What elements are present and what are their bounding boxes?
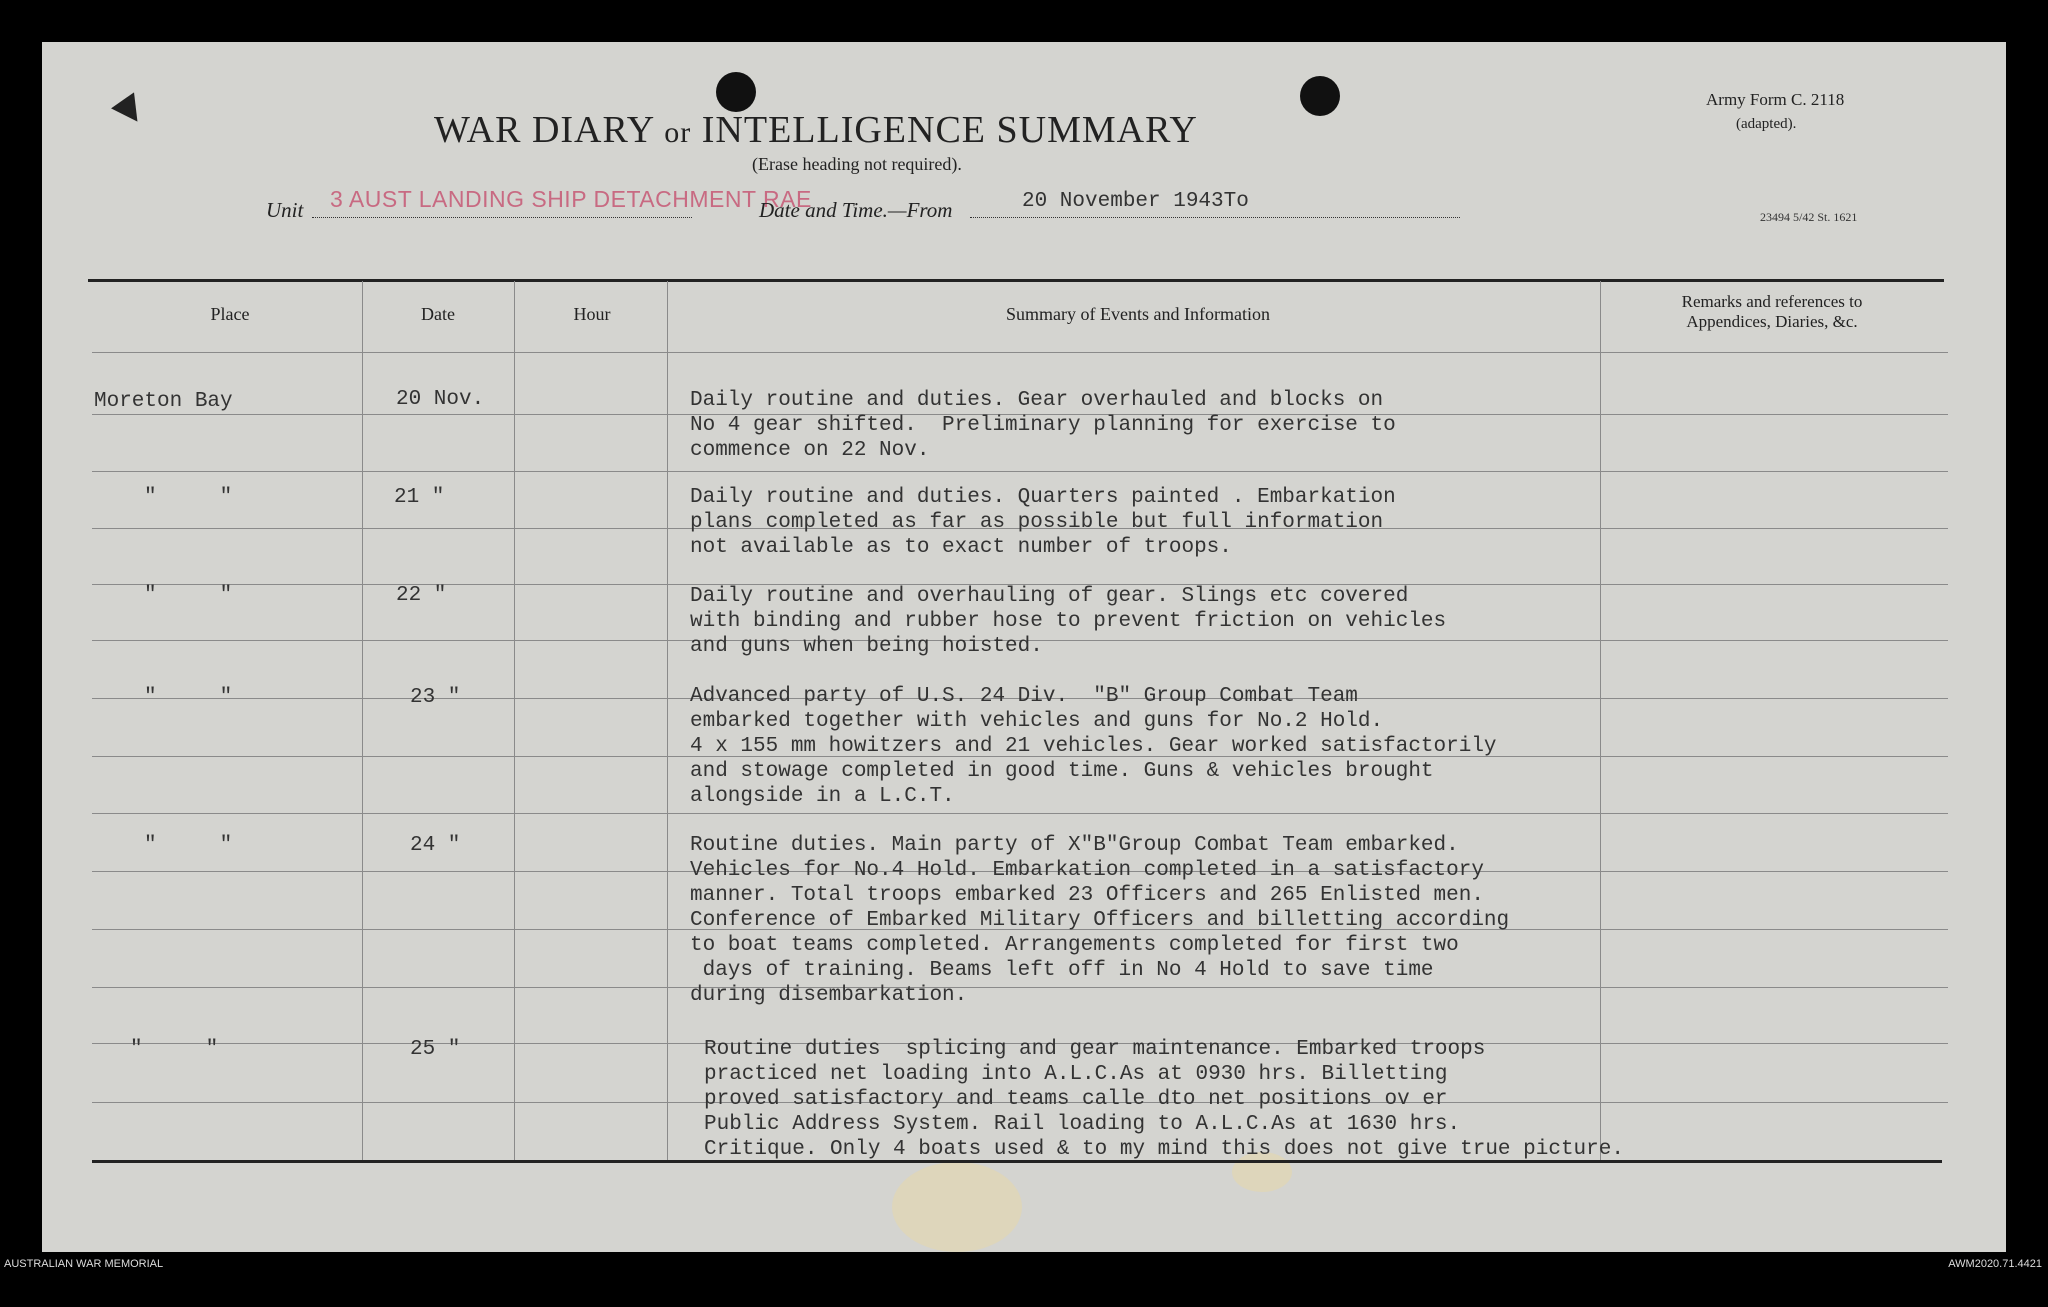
water-stain	[892, 1162, 1022, 1252]
punch-hole-left	[716, 72, 756, 112]
entry-summary	[690, 833, 1509, 1008]
entry-summary-line: Daily routine and overhauling of gear. Slings etc covered	[690, 585, 1409, 608]
header-rule	[92, 352, 1948, 353]
entry-summary-line: with binding and rubber hose to prevent friction on vehicles	[690, 610, 1447, 633]
erase-note: (Erase heading not required).	[752, 154, 962, 174]
entry-place: " "	[144, 584, 233, 607]
column-divider	[1600, 281, 1601, 1160]
form-number: Army Form C. 2118	[1706, 90, 1845, 109]
entry-place: Moreton Bay	[94, 390, 233, 413]
entry-summary-line: Advanced party of U.S. 24 Div. "B" Group Combat Team	[690, 685, 1358, 708]
column-divider	[667, 281, 668, 1160]
entry-summary-line: to boat teams completed. Arrangements completed for first two	[690, 934, 1459, 957]
entry-summary-line: and stowage completed in good time. Guns & vehicles brought	[690, 760, 1434, 783]
entry-summary-line: during disembarkation.	[690, 984, 968, 1007]
entry-summary-line: embarked together with vehicles and guns for No.2 Hold.	[690, 710, 1384, 733]
column-header-remarks: Remarks and references to Appendices, Diaries, &c.	[1681, 292, 1863, 331]
page-title: WAR DIARY or INTELLIGENCE SUMMARY	[434, 109, 1198, 151]
entry-summary-line: and guns when being hoisted.	[690, 635, 1043, 658]
entry-summary-line: 4 x 155 mm howitzers and 21 vehicles. Gear worked satisfactorily	[690, 735, 1497, 758]
entry-summary-line: manner. Total troops embarked 23 Officers and 265 Enlisted men.	[690, 884, 1484, 907]
date-time-label: Date and Time.—From	[759, 198, 953, 222]
entry-summary-line: Routine duties. Main party of X"B"Group Combat Team embarked.	[690, 834, 1459, 857]
archive-reference: AWM2020.71.4421	[1948, 1258, 2042, 1270]
entry-summary	[690, 684, 1497, 809]
entry-date: 22 "	[396, 584, 447, 607]
entry-summary-line: Vehicles for No.4 Hold. Embarkation completed in a satisfactory	[690, 859, 1484, 882]
entry-place: " "	[144, 834, 233, 857]
entry-place: " "	[144, 686, 233, 709]
entry-summary-line: days of training. Beams left off in No 4 Hold to save time	[690, 959, 1434, 982]
entry-summary	[690, 584, 1446, 659]
column-header-place: Place	[210, 304, 250, 324]
punch-hole-right	[1300, 76, 1340, 116]
row-rule	[92, 813, 1948, 814]
column-divider	[514, 281, 515, 1160]
entry-date: 20 Nov.	[396, 388, 485, 411]
corner-tear	[111, 92, 149, 129]
table-top-rule	[88, 279, 1944, 282]
form-adapted-note: (adapted).	[1736, 116, 1797, 132]
entry-summary-line: not available as to exact number of troops.	[690, 536, 1232, 559]
entry-summary	[704, 1037, 1624, 1162]
entry-date: 25 "	[410, 1038, 461, 1061]
entry-summary-line: No 4 gear shifted. Preliminary planning for exercise to	[690, 414, 1396, 437]
unit-label: Unit	[266, 198, 304, 222]
entry-summary-line: practiced net loading into A.L.C.As at 0930 hrs. Billetting	[704, 1063, 1448, 1086]
column-header-date: Date	[421, 304, 455, 324]
entry-summary	[690, 388, 1396, 463]
entry-place: " "	[144, 486, 233, 509]
unit-dotted-line	[312, 217, 692, 218]
entry-place: " "	[130, 1038, 219, 1061]
date-time-value: 20 November 1943To	[1022, 190, 1249, 213]
row-rule	[92, 471, 1948, 472]
entry-summary-line: Public Address System. Rail loading to A.L.C.As at 1630 hrs.	[704, 1113, 1461, 1136]
column-header-summary: Summary of Events and Information	[1006, 304, 1270, 324]
entry-summary-line: proved satisfactory and teams calle dto net positions ov er	[704, 1088, 1448, 1111]
entry-summary-line: Daily routine and duties. Gear overhauled and blocks on	[690, 389, 1384, 412]
archive-credit: AUSTRALIAN WAR MEMORIAL	[4, 1258, 164, 1270]
entry-summary-line: alongside in a L.C.T.	[690, 785, 955, 808]
date-time-dotted-line	[970, 217, 1460, 218]
unit-stamp: 3 AUST LANDING SHIP DETACHMENT RAE	[330, 186, 812, 212]
entry-date: 24 "	[410, 834, 461, 857]
entry-date: 21 "	[394, 486, 445, 509]
entry-summary-line: commence on 22 Nov.	[690, 439, 930, 462]
entry-summary	[690, 485, 1396, 560]
print-reference: 23494 5/42 St. 1621	[1760, 210, 1858, 224]
entry-summary-line: Routine duties splicing and gear maintenance. Embarked troops	[704, 1038, 1486, 1061]
entry-summary-line: Critique. Only 4 boats used & to my mind this does not give true picture.	[704, 1138, 1624, 1161]
column-divider	[362, 281, 363, 1160]
column-header-hour: Hour	[573, 304, 611, 324]
entry-summary-line: Conference of Embarked Military Officers and billetting according	[690, 909, 1510, 932]
entry-summary-line: plans completed as far as possible but full information	[690, 511, 1384, 534]
entry-date: 23 "	[410, 686, 461, 709]
entry-summary-line: Daily routine and duties. Quarters painted . Embarkation	[690, 486, 1396, 509]
